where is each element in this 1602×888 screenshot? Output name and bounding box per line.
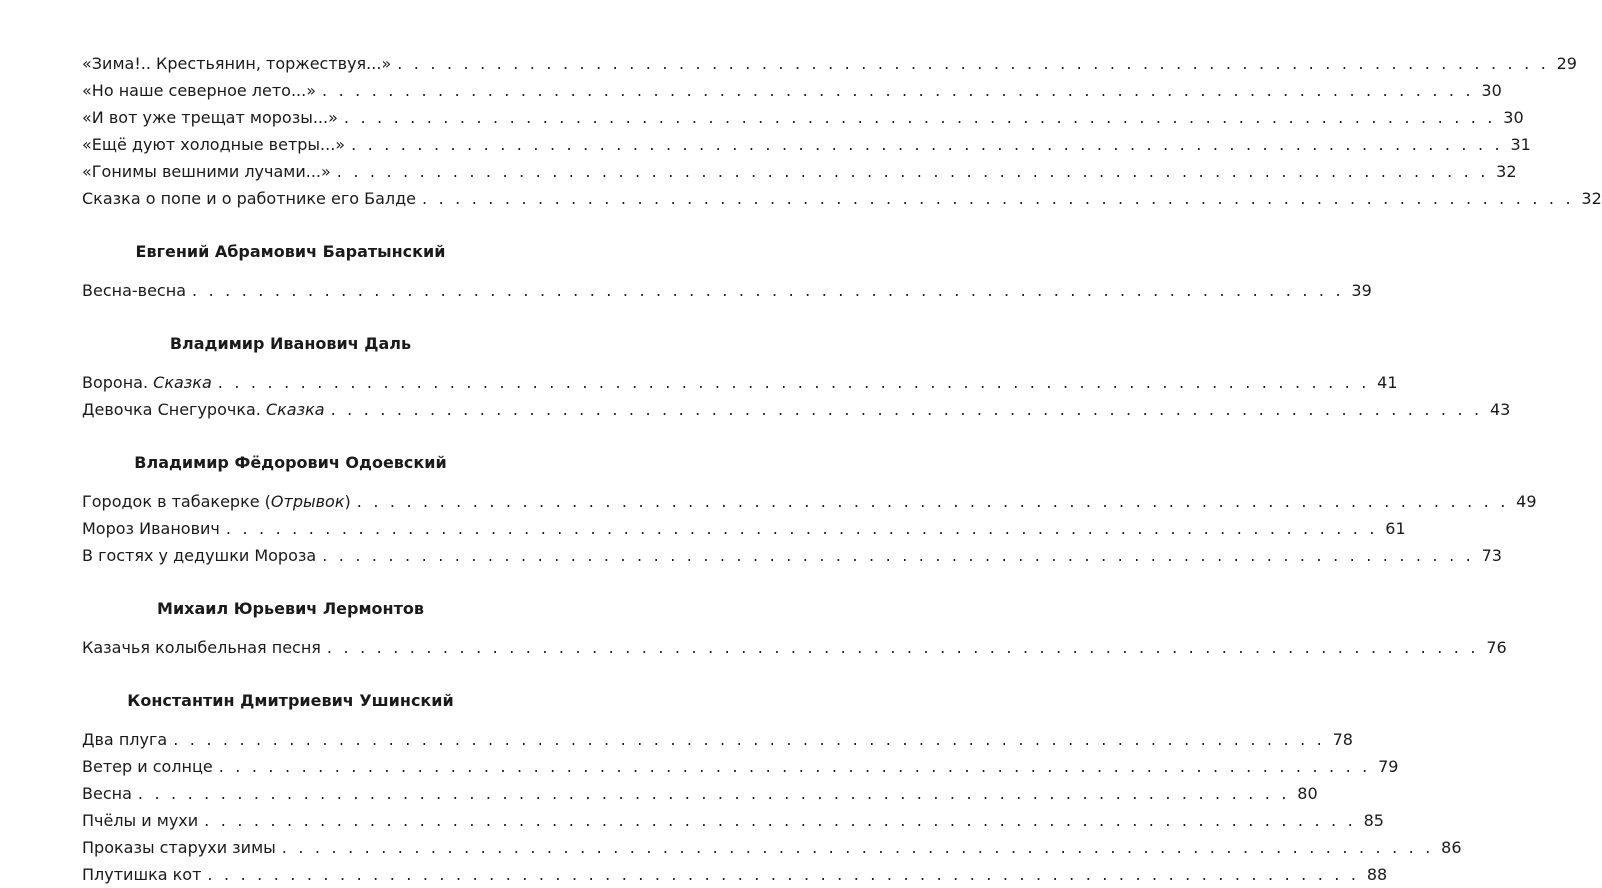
toc-leader-dots: . . . . . . . . . . . . . . . . . . . . . . . . . . . . . . . . . . . . . . . . . . . . . . . . . . . . . . . . . . . . . . . . . . . . . . [225,519,1378,538]
toc-entry [82,50,1577,77]
toc-entry-title: Весна-весна [82,281,186,300]
toc-leader-dots: . . . . . . . . . . . . . . . . . . . . . . . . . . . . . . . . . . . . . . . . . . . . . . . . . . . . . . . . . . . . . . . . . . . . . . [356,492,1509,511]
toc-entry [82,634,1507,661]
toc-entry-title [82,369,212,396]
toc-leader-dots: . . . . . . . . . . . . . . . . . . . . . . . . . . . . . . . . . . . . . . . . . . . . . . . . . . . . . . . . . . . . . . . . . . . . . . [217,373,1370,392]
toc-entry-page: 29 [1556,54,1577,73]
toc-entry [82,515,1406,542]
toc-entry [82,77,1502,104]
toc-entry [82,104,1524,131]
toc-entry-page: 41 [1377,373,1398,392]
toc-leader-dots: . . . . . . . . . . . . . . . . . . . . . . . . . . . . . . . . . . . . . . . . . . . . . . . . . . . . . . . . . . . . . . . . . . . . . . [218,757,1371,776]
toc-entry-title-text: Ворона. [82,373,154,392]
toc-entry-title: Ветер и солнце [82,757,213,776]
toc-entry-page: 31 [1510,135,1531,154]
toc-leader-dots: . . . . . . . . . . . . . . . . . . . . . . . . . . . . . . . . . . . . . . . . . . . . . . . . . . . . . . . . . . . . . . . . . . . . . . [204,811,1356,830]
toc-entry-title: «Зима!.. Крестьянин, торжествуя...» [82,54,392,73]
toc-entry-title: Пчёлы и мухи [82,811,199,830]
toc-leader-dots: . . . . . . . . . . . . . . . . . . . . . . . . . . . . . . . . . . . . . . . . . . . . . . . . . . . . . . . . . . . . . . . . . . . . . . [281,838,1434,857]
toc-section [82,661,1462,888]
toc-entry-page: 73 [1481,546,1502,565]
toc-entry-title: Сказка о попе и о работнике его Балде [82,189,417,208]
author-heading: Евгений Абрамович Баратынский [135,242,446,261]
toc-entry-genre: Отрывок [270,492,345,511]
toc-entry-title-suffix: ) [344,492,351,511]
toc-entry-page: 30 [1503,108,1524,127]
toc-entry [82,807,1384,834]
toc-entry-page: 43 [1489,400,1511,419]
toc-leader-dots: . . . . . . . . . . . . . . . . . . . . . . . . . . . . . . . . . . . . . . . . . . . . . . . . . . . . . . . . . . . . . . . . . . . . . . [326,638,1479,657]
toc-entry-page: 85 [1363,811,1384,830]
toc-entry-title: Два плуга [82,730,168,749]
toc-entry-title: «Ещё дуют холодные ветры...» [82,135,346,154]
toc-entry [82,185,1602,212]
toc-leader-dots: . . . . . . . . . . . . . . . . . . . . . . . . . . . . . . . . . . . . . . . . . . . . . . . . . . . . . . . . . . . . . . . . . . . . . . [192,281,1344,300]
toc-leader-dots: . . . . . . . . . . . . . . . . . . . . . . . . . . . . . . . . . . . . . . . . . . . . . . . . . . . . . . . . . . . . . . . . . . . . . . [422,189,1574,208]
toc-entry-title: Плутишка кот [82,865,202,884]
toc-leader-dots: . . . . . . . . . . . . . . . . . . . . . . . . . . . . . . . . . . . . . . . . . . . . . . . . . . . . . . . . . . . . . . . . . . . . . . [336,162,1489,181]
toc-section [82,50,1602,212]
toc-entry [82,726,1353,753]
toc-entry-title: В гостях у дедушки Мороза [82,546,317,565]
toc-entry [82,277,1372,304]
toc-entry [82,834,1462,861]
toc-entry-page: 32 [1496,162,1517,181]
toc-entry-title: Весна [82,784,132,803]
toc-entry-page: 76 [1486,638,1507,657]
toc-leader-dots: . . . . . . . . . . . . . . . . . . . . . . . . . . . . . . . . . . . . . . . . . . . . . . . . . . . . . . . . . . . . . . . . . . . . . . [207,865,1360,884]
toc-entry-title: Проказы старухи зимы [82,838,276,857]
toc-entry-title: «Гонимы вешними лучами...» [82,162,331,181]
toc-leader-dots: . . . . . . . . . . . . . . . . . . . . . . . . . . . . . . . . . . . . . . . . . . . . . . . . . . . . . . . . . . . . . . . . . . . . . . [137,784,1290,803]
author-heading: Владимир Иванович Даль [169,334,412,353]
toc-entry-title: «И вот уже трещат морозы...» [82,108,338,127]
toc-entry [82,753,1399,780]
toc-entry-genre: Сказка [265,400,325,419]
toc-entry-page: 80 [1297,784,1318,803]
toc-leader-dots: . . . . . . . . . . . . . . . . . . . . . . . . . . . . . . . . . . . . . . . . . . . . . . . . . . . . . . . . . . . . . . . . . . . . . . [330,400,1483,419]
toc-leader-dots: . . . . . . . . . . . . . . . . . . . . . . . . . . . . . . . . . . . . . . . . . . . . . . . . . . . . . . . . . . . . . . . . . . . . . . [351,135,1503,154]
toc-entry-genre: Сказка [153,373,212,392]
toc-entry-page: 86 [1441,838,1462,857]
toc-entry [82,780,1318,807]
toc-entry [82,158,1517,185]
toc-entry-title [82,488,351,515]
toc-entry-page: 32 [1581,189,1602,208]
toc-section [82,569,1507,661]
toc-entry [82,861,1388,888]
toc-entry [82,396,1511,423]
toc-entry-page: 30 [1481,81,1502,100]
toc-section [82,423,1537,569]
toc-entry [82,369,1398,396]
toc-entry-page: 78 [1332,730,1353,749]
toc-entry [82,542,1502,569]
toc-leader-dots: . . . . . . . . . . . . . . . . . . . . . . . . . . . . . . . . . . . . . . . . . . . . . . . . . . . . . . . . . . . . . . . . . . . . . . [322,81,1474,100]
toc-entry-title [82,396,325,423]
author-heading: Михаил Юрьевич Лермонтов [157,599,424,618]
toc-entry-page: 88 [1366,865,1388,884]
toc-leader-dots: . . . . . . . . . . . . . . . . . . . . . . . . . . . . . . . . . . . . . . . . . . . . . . . . . . . . . . . . . . . . . . . . . . . . . . [343,108,1496,127]
toc-leader-dots: . . . . . . . . . . . . . . . . . . . . . . . . . . . . . . . . . . . . . . . . . . . . . . . . . . . . . . . . . . . . . . . . . . . . . . [322,546,1474,565]
toc-entry-page: 79 [1378,757,1399,776]
toc-leader-dots: . . . . . . . . . . . . . . . . . . . . . . . . . . . . . . . . . . . . . . . . . . . . . . . . . . . . . . . . . . . . . . . . . . . . . . [173,730,1325,749]
toc-entry [82,131,1531,158]
author-heading: Владимир Фёдорович Одоевский [134,453,447,472]
table-of-contents [82,50,1602,888]
toc-entry [82,488,1537,515]
author-heading: Константин Дмитриевич Ушинский [127,691,454,710]
toc-entry-title: Мороз Иванович [82,519,220,538]
toc-section [82,212,1372,304]
toc-entry-title: Казачья колыбельная песня [82,638,321,657]
toc-entry-title-text: Городок в табакерке ( [82,492,271,511]
toc-entry-title-text: Девочка Снегурочка. [82,400,266,419]
toc-entry-page: 49 [1516,492,1537,511]
toc-entry-title: «Но наше северное лето...» [82,81,317,100]
toc-leader-dots: . . . . . . . . . . . . . . . . . . . . . . . . . . . . . . . . . . . . . . . . . . . . . . . . . . . . . . . . . . . . . . . . . . . . . . [397,54,1549,73]
toc-entry-page: 61 [1385,519,1406,538]
toc-section [82,304,1511,423]
toc-entry-page: 39 [1351,281,1372,300]
